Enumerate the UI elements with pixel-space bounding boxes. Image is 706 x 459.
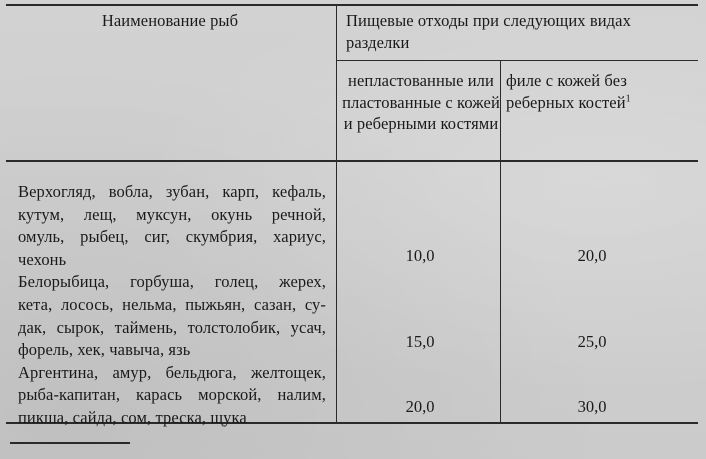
header-inner-rule (336, 60, 698, 61)
fish-names-line: кутум, лещ, муксун, окунь речной, (18, 204, 326, 224)
row-1-waste-unfilleted: 10,0 (405, 246, 435, 265)
fish-names-line: рыба-капитан, карась морской, налим, (18, 385, 326, 405)
fish-names-line: омуль, рыбец, сиг, скумбрия, хариус, (18, 227, 326, 247)
row-3-waste-fillet: 30,0 (577, 397, 607, 416)
fish-names-line: дак, сырок, таймень, толстолобик, усач, (18, 317, 326, 337)
header-food-waste: Пищевые отходы при следующих видах разделки (346, 11, 631, 52)
fish-names-line: Верхогляд, вобла, зубан, карп, кефаль, (18, 182, 326, 201)
subheader-fillet-with-skin (506, 70, 688, 113)
fish-names-line: форель, хек, чавыча, язь (18, 340, 191, 360)
row-2-waste-fillet: 25,0 (577, 332, 607, 351)
fish-names-line: Белорыбица, горбуша, голец, жерех, (18, 272, 326, 292)
table-top-rule (6, 4, 698, 6)
fish-names-line: чехонь (18, 249, 67, 269)
footnote-marker: 1 (625, 93, 631, 104)
header-bottom-rule (6, 160, 698, 162)
row-1-waste-fillet: 20,0 (577, 246, 607, 265)
row-2-waste-unfilleted: 15,0 (405, 332, 435, 351)
column-divider-2 (500, 60, 501, 422)
row-3-waste-unfilleted: 20,0 (405, 397, 435, 416)
fish-names-line: пикша, сайда, сом, треска, щука (18, 407, 247, 427)
fish-names-line: кета, лосось, нельма, пыжьян, сазан, су- (18, 294, 326, 314)
fish-names-line: Аргентина, амур, бельдюга, желтощек, (18, 362, 326, 382)
column-divider-1 (336, 4, 337, 422)
subheader-unfilleted: непластованные или пластованные с кожей и реберными костями (342, 71, 500, 133)
footnote-separator (10, 442, 130, 444)
fish-names-column (18, 181, 326, 430)
header-fish-name: Наименование рыб (101, 11, 239, 30)
subheader-fillet-with-skin-text: филе с кожей без реберных костей (506, 71, 627, 112)
